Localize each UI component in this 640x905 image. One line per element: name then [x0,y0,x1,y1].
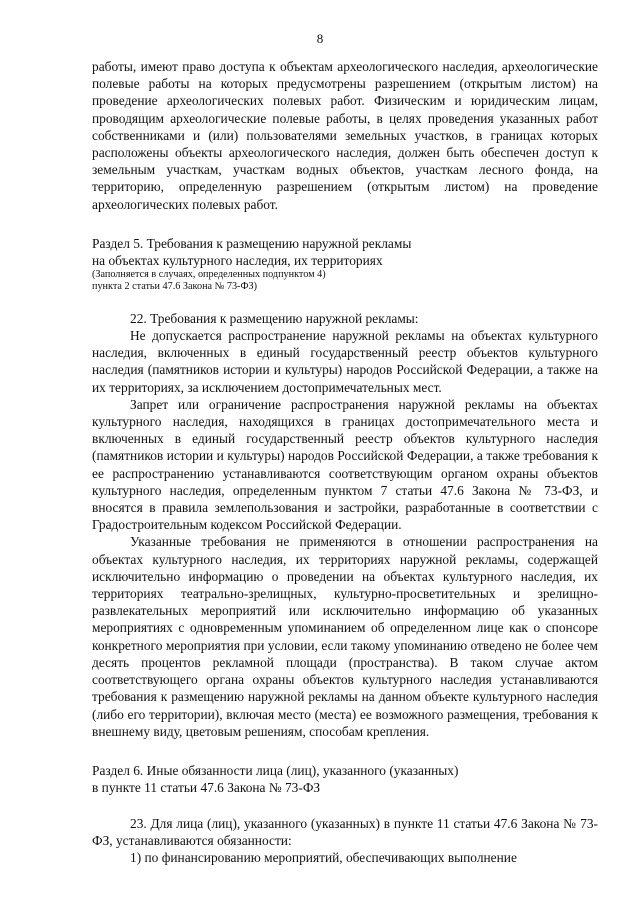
section-6-title-line2: в пункте 11 статьи 47.6 Закона № 73-ФЗ [92,779,321,795]
document-body [92,58,598,867]
section-5-note-line2: пункта 2 статьи 47.6 Закона № 73-ФЗ) [92,281,257,293]
intro-paragraph: работы, имеют право доступа к объектам археологического наследия, археологические полевые работы на которых предусмотрены разрешением (открытым листом) на проведение археологических полевых работ. Физическим и юридическим лицам, проводящим археологические полевые работы, в целях проведения указанных работ собственниками и (или) пользователями земельных участков, в границах которых расположены объекты археологического наследия, должен быть обеспечен доступ к земельным участкам, участкам водных объектов, участкам лесного фонда, на территорию, определенную разрешением (открытым листом) на проведение археологических полевых работ. [92,59,598,212]
item-22-paragraph-1: Не допускается распространение наружной рекламы на объектах культурного наследия, включенных в единый государственный реестр объектов культурного наследия (памятников истории и культуры) народов Российской Федерации, а также на их территориях, за исключением достопримечательных мест. [92,328,598,395]
section-5-title-line1: Раздел 5. Требования к размещению наружной рекламы [92,235,412,251]
page-number: 8 [316,31,324,46]
item-22-heading: 22. Требования к размещению наружной рекламы: [130,310,419,326]
item-23-heading: 23. Для лица (лиц), указанного (указанных) в пункте 11 статьи 47.6 Закона № 73-ФЗ, устанавливаются обязанности: [92,815,598,849]
section-5-title-line2: на объектах культурного наследия, их территориях [92,252,383,268]
item-22-paragraph-3: Указанные требования не применяются в отношении распространения на объектах культурного наследия, их территориях наружной рекламы, содержащей исключительно информацию о проведении на объектах культурного наследия, их территориях театрально-зрелищных, культурно-просветительных и зрелищно-развлекательных мероприятий или исключительно информацию об указанных мероприятиях с одновременным упоминанием об определенном лице как о спонсоре конкретного мероприятия при условии, если такому упоминанию отведено не более чем десять процентов рекламной площади (пространства). В таком случае актом соответствующего органа охраны объектов культурного наследия устанавливаются требования к размещению наружной рекламы на данном объекте культурного наследия (либо его территории), включая место (места) ее возможного размещения, требования к внешнему виду, цветовым решениям, способам крепления. [92,534,598,739]
section-6-header [92,762,598,796]
section-5-note-line1: (Заполняется в случаях, определенных подпунктом 4) [92,268,326,280]
section-6-title-line1: Раздел 6. Иные обязанности лица (лиц), указанного (указанных) [92,762,459,778]
section-5-header [92,235,598,294]
item-23-subitem-1: 1) по финансированию мероприятий, обеспечивающих выполнение [130,850,517,866]
item-22-paragraph-2: Запрет или ограничение распространения наружной рекламы на объектах культурного наследия, находящихся в границах достопримечательного места и включенных в единый государственный реестр объектов культурного наследия (памятников истории и культуры) народов Российской Федерации, а также требования к ее распространению устанавливаются соответствующим органом охраны объектов культурного наследия, определенным пунктом 7 статьи 47.6 Закона № 73-ФЗ, и вносятся в правила землепользования и застройки, разработанные в соответствии с Градостроительным кодексом Российской Федерации. [92,396,598,533]
